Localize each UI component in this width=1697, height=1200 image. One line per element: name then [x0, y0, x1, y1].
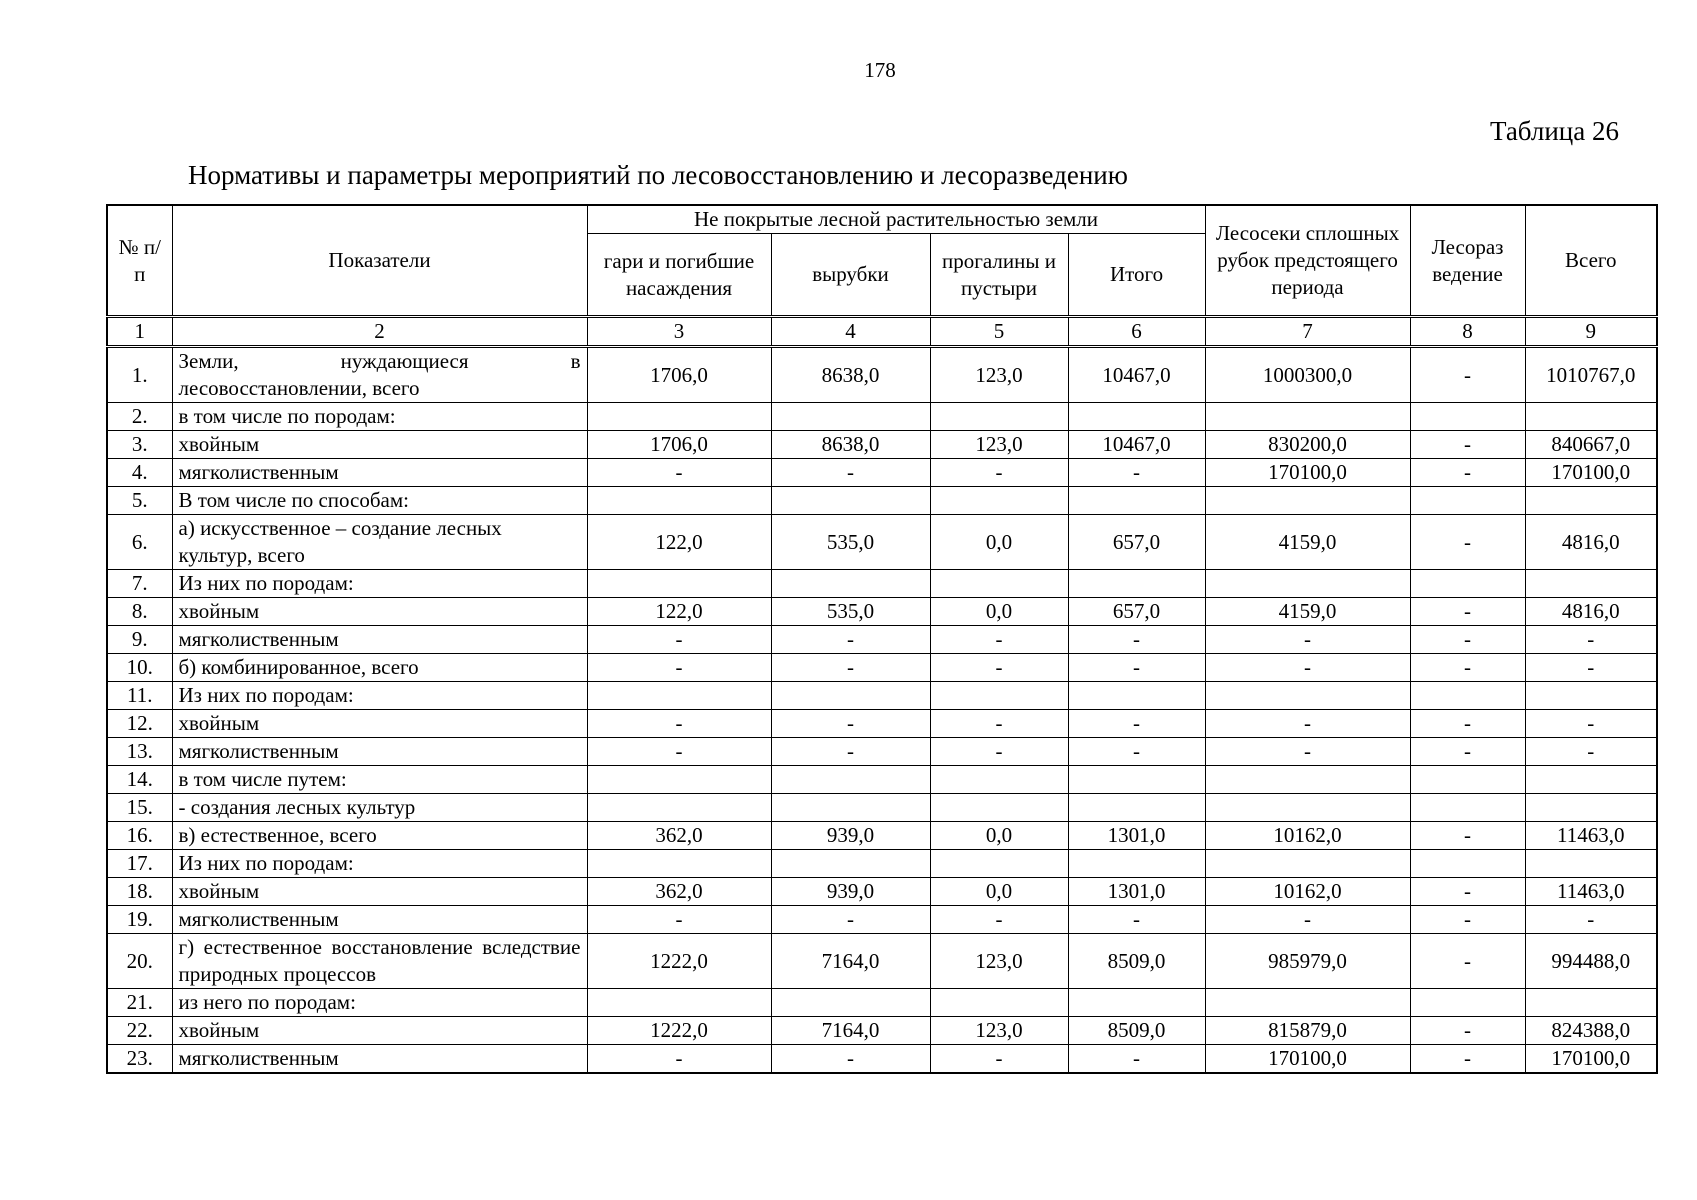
row-value: -	[1068, 654, 1205, 682]
table-row	[107, 487, 1657, 515]
row-value	[1410, 989, 1525, 1017]
row-label: мягколиственным	[172, 1045, 587, 1074]
row-value: 830200,0	[1205, 431, 1410, 459]
row-value: 10162,0	[1205, 878, 1410, 906]
row-value	[1068, 487, 1205, 515]
row-value: -	[1410, 654, 1525, 682]
header-glades: прогалины и пустыри	[930, 234, 1068, 317]
row-value: -	[1068, 906, 1205, 934]
row-value	[1410, 766, 1525, 794]
row-value: -	[1205, 626, 1410, 654]
row-number: 12.	[107, 710, 172, 738]
header-afforestation: Лесораз ведение	[1410, 205, 1525, 317]
row-value	[1410, 682, 1525, 710]
row-value: 535,0	[771, 515, 930, 570]
row-value	[1525, 403, 1657, 431]
row-number: 4.	[107, 459, 172, 487]
table-row	[107, 347, 1657, 403]
table-row	[107, 906, 1657, 934]
row-value	[1525, 766, 1657, 794]
table-title: Нормативы и параметры мероприятий по лесовосстановлению и лесоразведению	[188, 160, 1128, 190]
row-value: -	[1525, 738, 1657, 766]
row-value: 11463,0	[1525, 822, 1657, 850]
row-number: 13.	[107, 738, 172, 766]
row-value: 7164,0	[771, 934, 930, 989]
row-value: -	[1205, 738, 1410, 766]
row-value: 0,0	[930, 515, 1068, 570]
row-label: в том числе путем:	[172, 766, 587, 794]
row-value	[771, 794, 930, 822]
row-number: 2.	[107, 403, 172, 431]
row-value	[1410, 850, 1525, 878]
row-value: 1301,0	[1068, 878, 1205, 906]
column-number: 4	[771, 317, 930, 347]
row-label: хвойным	[172, 431, 587, 459]
row-value	[771, 682, 930, 710]
row-value: -	[1410, 598, 1525, 626]
row-value: 994488,0	[1525, 934, 1657, 989]
row-value: -	[930, 906, 1068, 934]
row-value: -	[587, 626, 771, 654]
row-value: -	[1525, 906, 1657, 934]
row-value	[1068, 766, 1205, 794]
row-value	[1205, 766, 1410, 794]
row-value	[1068, 989, 1205, 1017]
row-value: -	[1525, 654, 1657, 682]
row-value: 170100,0	[1205, 1045, 1410, 1074]
page-number: 178	[864, 58, 896, 82]
table-label: Таблица 26	[1490, 116, 1619, 146]
table-row	[107, 710, 1657, 738]
row-label: г) естественное восстановление вследствие природных процессов	[172, 934, 587, 989]
row-value	[1205, 794, 1410, 822]
row-value: 122,0	[587, 515, 771, 570]
row-value: -	[1525, 710, 1657, 738]
row-value	[587, 794, 771, 822]
row-value: 0,0	[930, 878, 1068, 906]
row-value	[1525, 989, 1657, 1017]
table-row	[107, 766, 1657, 794]
row-label: хвойным	[172, 1017, 587, 1045]
row-value: 10467,0	[1068, 347, 1205, 403]
row-label: хвойным	[172, 710, 587, 738]
row-value: -	[1410, 822, 1525, 850]
row-value: -	[1205, 906, 1410, 934]
row-value: 11463,0	[1525, 878, 1657, 906]
row-value: -	[930, 654, 1068, 682]
row-value	[1525, 794, 1657, 822]
row-value: 1000300,0	[1205, 347, 1410, 403]
row-value	[1068, 403, 1205, 431]
row-value	[587, 682, 771, 710]
row-label: мягколиственным	[172, 906, 587, 934]
row-value: -	[1410, 626, 1525, 654]
row-value	[1205, 403, 1410, 431]
row-label: а) искусственное – создание лесных культур, всего	[172, 515, 587, 570]
table-row	[107, 1045, 1657, 1074]
row-value: 657,0	[1068, 515, 1205, 570]
row-value: -	[930, 710, 1068, 738]
table-row	[107, 989, 1657, 1017]
row-value	[1410, 487, 1525, 515]
row-value: 815879,0	[1205, 1017, 1410, 1045]
row-value: -	[1410, 878, 1525, 906]
row-number: 6.	[107, 515, 172, 570]
row-value	[771, 766, 930, 794]
row-number: 9.	[107, 626, 172, 654]
row-value: 170100,0	[1205, 459, 1410, 487]
row-value	[1068, 682, 1205, 710]
row-value: 123,0	[930, 934, 1068, 989]
row-value: 1222,0	[587, 934, 771, 989]
row-value	[771, 487, 930, 515]
table-row	[107, 878, 1657, 906]
table-row	[107, 598, 1657, 626]
row-value: 4816,0	[1525, 598, 1657, 626]
row-value: -	[1410, 347, 1525, 403]
row-value: -	[930, 738, 1068, 766]
row-value	[930, 766, 1068, 794]
row-value	[930, 570, 1068, 598]
row-value	[587, 570, 771, 598]
table-row	[107, 431, 1657, 459]
row-value: 123,0	[930, 1017, 1068, 1045]
column-number: 2	[172, 317, 587, 347]
row-value: -	[587, 1045, 771, 1074]
row-value	[771, 850, 930, 878]
row-label: в) естественное, всего	[172, 822, 587, 850]
row-value: -	[1068, 459, 1205, 487]
row-value: -	[587, 906, 771, 934]
row-value: -	[587, 710, 771, 738]
row-value: 8638,0	[771, 431, 930, 459]
row-value	[587, 850, 771, 878]
row-value: 535,0	[771, 598, 930, 626]
header-indicators: Показатели	[172, 205, 587, 317]
row-number: 21.	[107, 989, 172, 1017]
row-label: Из них по породам:	[172, 570, 587, 598]
row-value: -	[771, 906, 930, 934]
row-value: 123,0	[930, 347, 1068, 403]
row-label: б) комбинированное, всего	[172, 654, 587, 682]
table-row	[107, 1017, 1657, 1045]
row-value	[1410, 403, 1525, 431]
row-value: 4159,0	[1205, 598, 1410, 626]
row-label: В том числе по способам:	[172, 487, 587, 515]
row-number: 16.	[107, 822, 172, 850]
header-burned: гари и погибшие насаждения	[587, 234, 771, 317]
table-row	[107, 654, 1657, 682]
row-value: -	[930, 1045, 1068, 1074]
row-value: -	[587, 459, 771, 487]
row-value: -	[930, 459, 1068, 487]
table-row	[107, 515, 1657, 570]
row-value: -	[1410, 459, 1525, 487]
column-number: 5	[930, 317, 1068, 347]
row-value: -	[930, 626, 1068, 654]
column-number: 3	[587, 317, 771, 347]
column-number: 9	[1525, 317, 1657, 347]
row-number: 22.	[107, 1017, 172, 1045]
row-value: -	[1205, 654, 1410, 682]
row-value: -	[587, 738, 771, 766]
row-label: Из них по породам:	[172, 850, 587, 878]
row-value	[1068, 850, 1205, 878]
row-number: 8.	[107, 598, 172, 626]
header-cuttings: вырубки	[771, 234, 930, 317]
row-label: - создания лесных культур	[172, 794, 587, 822]
row-number: 15.	[107, 794, 172, 822]
row-label: в том числе по породам:	[172, 403, 587, 431]
row-value: -	[1410, 934, 1525, 989]
header-total: Всего	[1525, 205, 1657, 317]
table-row	[107, 822, 1657, 850]
row-value: 8638,0	[771, 347, 930, 403]
row-value: 824388,0	[1525, 1017, 1657, 1045]
row-value: 10162,0	[1205, 822, 1410, 850]
row-value: -	[1525, 626, 1657, 654]
row-value: 939,0	[771, 822, 930, 850]
row-number: 20.	[107, 934, 172, 989]
table-row	[107, 934, 1657, 989]
column-number: 8	[1410, 317, 1525, 347]
row-value: 7164,0	[771, 1017, 930, 1045]
row-number: 18.	[107, 878, 172, 906]
row-value: -	[1410, 710, 1525, 738]
row-value: -	[1068, 1045, 1205, 1074]
table-row	[107, 459, 1657, 487]
row-value: 1010767,0	[1525, 347, 1657, 403]
table-row	[107, 403, 1657, 431]
row-value: -	[1410, 515, 1525, 570]
row-value	[1205, 570, 1410, 598]
row-value: 1222,0	[587, 1017, 771, 1045]
row-value	[587, 766, 771, 794]
row-value: 122,0	[587, 598, 771, 626]
row-value	[1205, 850, 1410, 878]
column-number: 1	[107, 317, 172, 347]
row-value	[1525, 570, 1657, 598]
row-value	[1410, 794, 1525, 822]
row-label: мягколиственным	[172, 459, 587, 487]
row-value	[930, 682, 1068, 710]
row-label: Земли, нуждающиеся в лесовосстановлении, всего	[172, 347, 587, 403]
row-value: 10467,0	[1068, 431, 1205, 459]
table-row	[107, 682, 1657, 710]
row-number: 19.	[107, 906, 172, 934]
row-value: 657,0	[1068, 598, 1205, 626]
row-value	[930, 989, 1068, 1017]
row-value: 840667,0	[1525, 431, 1657, 459]
row-value: 8509,0	[1068, 934, 1205, 989]
row-label: мягколиственным	[172, 626, 587, 654]
header-non-forested-lands: Не покрытые лесной растительностью земли	[587, 205, 1205, 234]
row-value: 170100,0	[1525, 1045, 1657, 1074]
row-value: -	[1410, 906, 1525, 934]
row-value: 362,0	[587, 878, 771, 906]
row-value: -	[771, 1045, 930, 1074]
row-value: 985979,0	[1205, 934, 1410, 989]
row-value: 1301,0	[1068, 822, 1205, 850]
row-value: -	[771, 654, 930, 682]
row-value	[771, 403, 930, 431]
row-value	[930, 794, 1068, 822]
row-value	[930, 487, 1068, 515]
row-value: -	[1068, 626, 1205, 654]
row-number: 1.	[107, 347, 172, 403]
row-label: мягколиственным	[172, 738, 587, 766]
header-clearcut-areas: Лесосеки сплошных рубок предстоящего периода	[1205, 205, 1410, 317]
row-value	[587, 989, 771, 1017]
column-number-row	[107, 317, 1657, 347]
row-number: 10.	[107, 654, 172, 682]
row-value: -	[1205, 710, 1410, 738]
row-value: -	[1410, 1017, 1525, 1045]
row-value	[1525, 487, 1657, 515]
table-row	[107, 738, 1657, 766]
row-value: 4159,0	[1205, 515, 1410, 570]
table-row	[107, 850, 1657, 878]
row-number: 5.	[107, 487, 172, 515]
row-number: 14.	[107, 766, 172, 794]
row-value: -	[771, 710, 930, 738]
table-row	[107, 794, 1657, 822]
row-value: -	[587, 654, 771, 682]
row-value: 4816,0	[1525, 515, 1657, 570]
row-value: 170100,0	[1525, 459, 1657, 487]
row-value: -	[1068, 710, 1205, 738]
header-num: № п/п	[107, 205, 172, 317]
row-value: -	[1410, 1045, 1525, 1074]
table-row	[107, 626, 1657, 654]
row-value: 8509,0	[1068, 1017, 1205, 1045]
row-value: -	[1410, 738, 1525, 766]
row-value	[587, 487, 771, 515]
row-value: -	[1410, 431, 1525, 459]
column-number: 7	[1205, 317, 1410, 347]
row-value	[930, 850, 1068, 878]
row-value: -	[771, 626, 930, 654]
row-value: -	[771, 459, 930, 487]
row-value: 362,0	[587, 822, 771, 850]
row-number: 17.	[107, 850, 172, 878]
row-label: хвойным	[172, 878, 587, 906]
table-row	[107, 570, 1657, 598]
row-value	[930, 403, 1068, 431]
row-value	[1068, 570, 1205, 598]
row-number: 11.	[107, 682, 172, 710]
row-value	[1068, 794, 1205, 822]
row-label: Из них по породам:	[172, 682, 587, 710]
row-value: 939,0	[771, 878, 930, 906]
row-value	[587, 403, 771, 431]
column-number: 6	[1068, 317, 1205, 347]
row-value	[1205, 989, 1410, 1017]
row-label: из него по породам:	[172, 989, 587, 1017]
row-number: 23.	[107, 1045, 172, 1074]
row-number: 7.	[107, 570, 172, 598]
row-value: 0,0	[930, 598, 1068, 626]
row-value	[1205, 682, 1410, 710]
row-value: 1706,0	[587, 347, 771, 403]
forest-restoration-table	[106, 204, 1658, 1074]
row-label: хвойным	[172, 598, 587, 626]
row-value	[1525, 850, 1657, 878]
header-subtotal: Итого	[1068, 234, 1205, 317]
row-value	[771, 570, 930, 598]
row-value: 123,0	[930, 431, 1068, 459]
row-value	[1205, 487, 1410, 515]
row-value: -	[771, 738, 930, 766]
row-number: 3.	[107, 431, 172, 459]
row-value	[1525, 682, 1657, 710]
row-value: 1706,0	[587, 431, 771, 459]
row-value: 0,0	[930, 822, 1068, 850]
row-value: -	[1068, 738, 1205, 766]
row-value	[771, 989, 930, 1017]
row-value	[1410, 570, 1525, 598]
